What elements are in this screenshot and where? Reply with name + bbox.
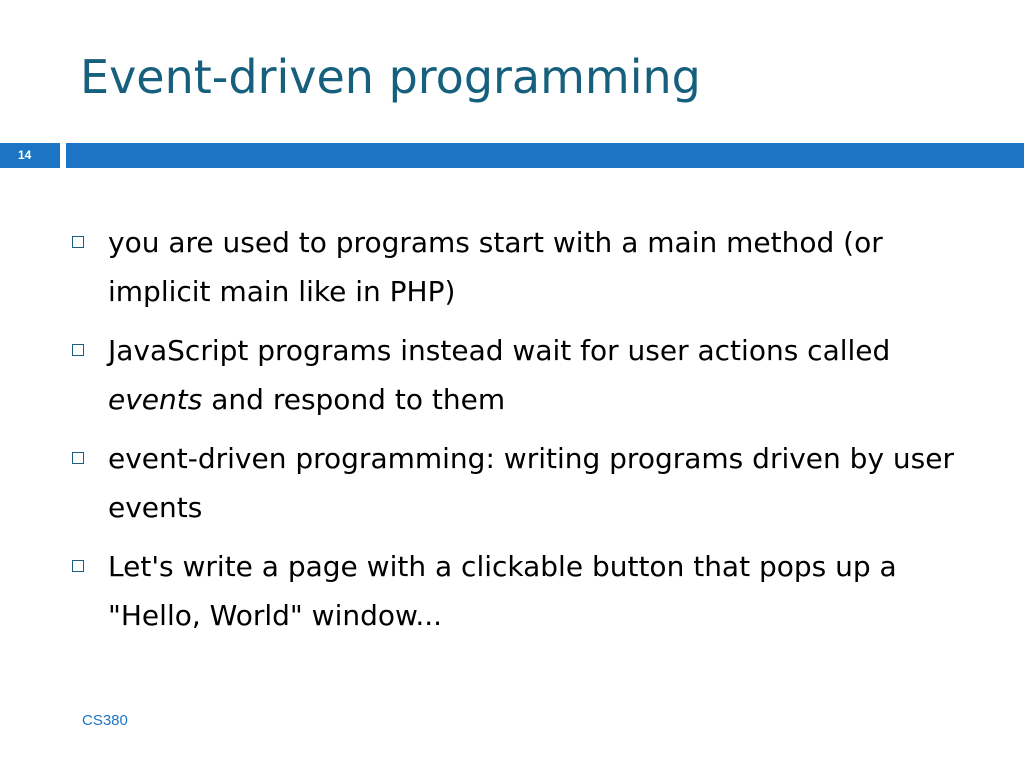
bullet-text-post: and respond to them [202, 383, 506, 416]
bullet-text-emphasis: events [108, 383, 203, 416]
slide-title: Event-driven programming [80, 50, 701, 104]
bullet-text: Let's write a page with a clickable button that pops up a "Hello, World" window... [108, 550, 897, 632]
square-bullet-icon [72, 344, 84, 356]
bullet-item [70, 218, 970, 316]
bullet-item [70, 326, 970, 424]
slide-number: 14 [18, 148, 32, 162]
bullet-text: event-driven programming: writing programs driven by user events [108, 442, 954, 524]
square-bullet-icon [72, 560, 84, 572]
bullet-item [70, 542, 970, 640]
square-bullet-icon [72, 236, 84, 248]
square-bullet-icon [72, 452, 84, 464]
title-rule-bar [66, 143, 1024, 168]
footer-course-label: CS380 [82, 712, 128, 729]
bullet-list [70, 218, 970, 650]
bullet-text-pre: JavaScript programs instead wait for user actions called [108, 334, 891, 367]
bullet-item [70, 434, 970, 532]
bullet-text: you are used to programs start with a main method (or implicit main like in PHP) [108, 226, 883, 308]
